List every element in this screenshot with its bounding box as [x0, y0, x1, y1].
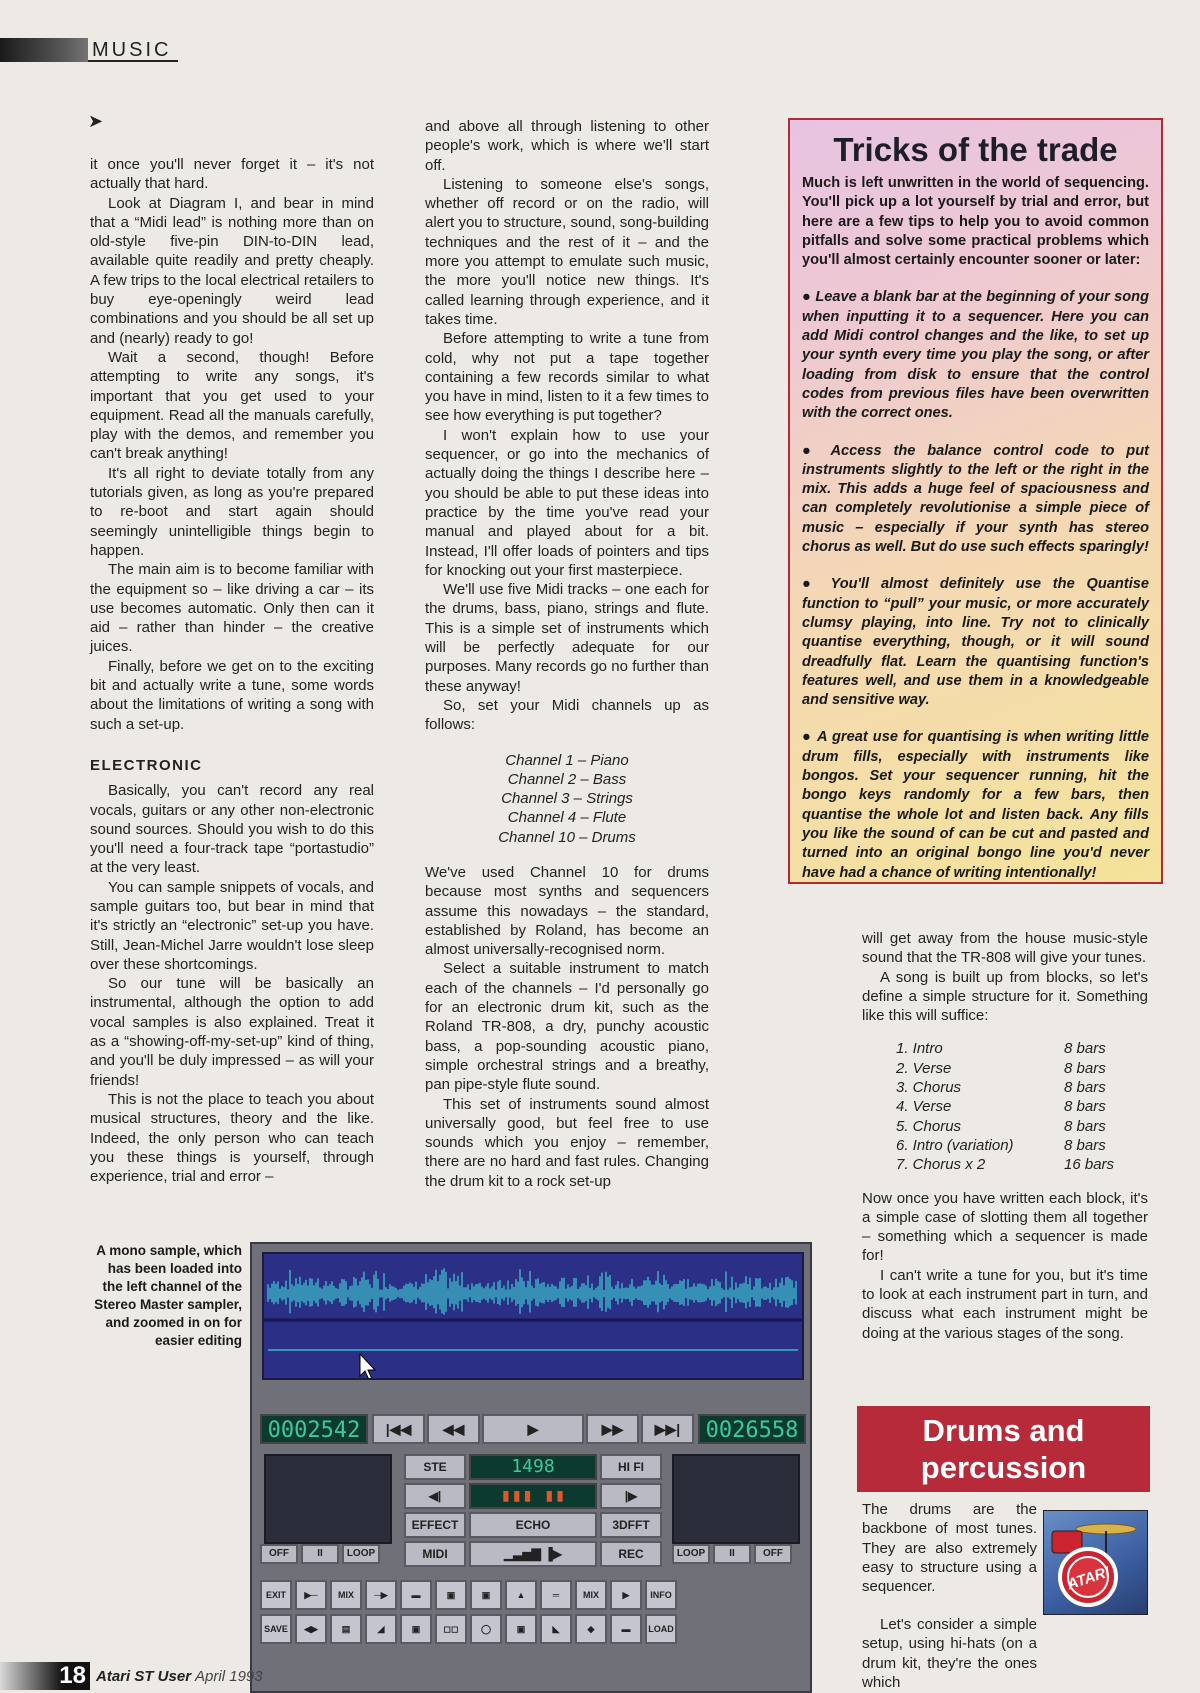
channel-item: Channel 3 – Strings [501, 790, 633, 808]
song-bars: 8 bars [1064, 1059, 1106, 1077]
transport-controls [372, 1414, 694, 1444]
song-row [896, 1059, 1148, 1078]
sample-rate-display: 1498 [469, 1454, 597, 1480]
off-button[interactable]: OFF [260, 1544, 298, 1564]
song-part: 4. Verse [896, 1098, 952, 1116]
channel-item: Channel 10 – Drums [498, 828, 636, 846]
section-heading: ELECTRONIC [90, 756, 203, 774]
song-row [896, 1136, 1148, 1155]
song-structure-list [896, 1039, 1148, 1174]
paragraph: and above all through listening to other people's work, which is where we'll start off. [425, 118, 709, 174]
tricks-sidebar [788, 118, 1163, 884]
page-footer [0, 1662, 270, 1690]
loop-button[interactable]: LOOP [342, 1544, 380, 1564]
right-channel-button[interactable]: |▶ [600, 1483, 662, 1509]
position-counter-right: 0026558 [698, 1414, 806, 1444]
rewind-button[interactable]: ◀◀ [427, 1414, 480, 1444]
tricks-title: Tricks of the trade [833, 131, 1118, 168]
tool-button[interactable]: ◀▶ [295, 1614, 327, 1644]
left-channel-button[interactable]: ◀| [404, 1483, 466, 1509]
ste-button[interactable]: STE [404, 1454, 466, 1480]
song-bars: 8 bars [1064, 1098, 1106, 1116]
drums-continuation [862, 1615, 1152, 1692]
page-number: 18 [0, 1662, 90, 1690]
left-loop-controls [260, 1544, 380, 1564]
toolbar-row-2 [260, 1614, 677, 1644]
paragraph: We've used Channel 10 for drums because most synths and sequencers assume this nowadays – the standard, established by Roland, has become an almost universally-recognised norm. [425, 863, 709, 959]
paragraph: will get away from the house music-style sound that the TR-808 will give your tunes. [862, 930, 1148, 967]
stereo-master-screenshot [250, 1242, 812, 1693]
right-loop-controls [672, 1544, 792, 1564]
midi-button[interactable]: MIDI [404, 1541, 466, 1567]
song-part: 5. Chorus [896, 1117, 962, 1135]
tool-button[interactable]: ◯ [470, 1614, 502, 1644]
song-row [896, 1117, 1148, 1136]
channel-item: Channel 4 – Flute [507, 809, 627, 827]
tip-item: ● Leave a blank bar at the beginning of your song when inputting it to a sequencer. Here you can add Midi control changes and the like, to set up your synth every time you play the song, or after loading from disk to ensure that the control codes from previous files have been overwritten with the correct ones. [802, 288, 1149, 423]
tool-button[interactable]: ▣ [435, 1580, 467, 1610]
paragraph: This is not the place to teach you about musical structures, theory and the like. Indeed, the only person who can teach you these things is yourself, through experience, trial and error – [90, 1090, 374, 1186]
paragraph: I can't write a tune for you, but it's time to look at each instrument part in turn, and discuss what each instrument might be doing at the various stages of the song. [862, 1266, 1148, 1342]
song-row [896, 1039, 1148, 1058]
tool-button[interactable]: ▶─ [295, 1580, 327, 1610]
paragraph: Basically, you can't record any real vocals, guitars or any other non-electronic sound sources. Should you wish to do this you'll need a four-track tape “portastudio” at the very least. [90, 782, 374, 877]
paragraph: Before attempting to write a tune from cold, why not put a tape together containing a few records similar to what you have in mind, listen to it a few times to see how everything is put together? [425, 330, 709, 425]
atari-drum-logo-icon [1043, 1510, 1148, 1615]
loop-button[interactable]: LOOP [672, 1544, 710, 1564]
paragraph: It's all right to deviate totally from any tutorials given, as long as you're prepared to re-boot and start again should seemingly unintelligible things begin to happen. [90, 464, 374, 559]
tip-item: ● A great use for quantising is when writing little drum fills, especially with instruments like bongos. Set your sequencer running, hit the bongo keys randomly for a few bars, then quantise the whole lot and listen back. Any fills you like the sound of can be cut and pasted and turned into an original bongo line you'd never have had a chance of writing intentionally! [802, 728, 1149, 882]
sampler-control-grid [404, 1454, 662, 1570]
waveform-icon [264, 1254, 802, 1378]
song-part: 3. Chorus [896, 1079, 962, 1097]
paragraph: Listening to someone else's songs, whether off record or on the radio, will alert you to structure, sound, song-building techniques and the rest of it – and the more you attempt to emulate such music, the more you'll notice new things. It's called learning through experience, and it takes time. [425, 175, 709, 328]
song-row [896, 1097, 1148, 1116]
left-meter-panel [264, 1454, 392, 1544]
paragraph: You can sample snippets of vocals, and sample guitars too, but bear in mind that it's strictly an “electronic” set-up you have. Still, Jean-Michel Jarre wouldn't lose sleep over these shortcomings. [90, 878, 374, 973]
drums-heading-line: Drums and [922, 1413, 1085, 1448]
play-button[interactable]: ▶ [482, 1414, 584, 1444]
rewind-start-button[interactable]: |◀◀ [372, 1414, 425, 1444]
paragraph: So our tune will be basically an instrumental, although the option to add vocal samples is also explained. Treat it as a “showing-off-my-set-up” kind of thing, and you'll be duly impressed – as will your friends! [90, 975, 374, 1089]
song-row [896, 1155, 1148, 1174]
level-meter-display: ▮▮▮ ▮▮ [469, 1483, 597, 1509]
paragraph: Now once you have written each block, it's a simple case of slotting them all together – something which a sequencer is made for! [862, 1189, 1148, 1265]
paragraph: Finally, before we get on to the exciting bit and actually write a tune, some words about the limitations of writing a song with such a set-up. [90, 657, 374, 733]
exit-button[interactable]: EXIT [260, 1580, 292, 1610]
record-button[interactable]: REC [600, 1541, 662, 1567]
channel-item: Channel 1 – Piano [505, 751, 629, 769]
load-button[interactable]: LOAD [645, 1614, 677, 1644]
paragraph: Let's consider a simple setup, using hi-hats (on a drum kit, they're the ones which [862, 1616, 1037, 1691]
paragraph: Select a suitable instrument to match each of the channels – I'd personally go for an electronic drum kit, such as the Roland TR-808, a dry, punchy acoustic bass, a pop-sounding acoustic piano, simple orchestral strings and a breathy, pan pipe-style flute sound. [425, 960, 709, 1094]
position-counter-left: 0002542 [260, 1414, 368, 1444]
paragraph: So, set your Midi channels up as follows: [425, 696, 709, 734]
tool-button[interactable]: ▬ [400, 1580, 432, 1610]
continue-arrow-icon: ➤ [88, 111, 104, 131]
paragraph: I won't explain how to use your sequencer, or go into the mechanics of actually doing the things I describe here – you should be able to put these ideas into practice by the time you've read your manual and played about for a bit. Instead, I'll offer loads of pointers and tips for knocking out your first masterpiece. [425, 426, 709, 579]
tool-button[interactable]: ◻◻ [435, 1614, 467, 1644]
drum-kit-icon [1044, 1511, 1147, 1614]
drums-heading [857, 1406, 1150, 1492]
song-bars: 16 bars [1064, 1156, 1115, 1174]
tool-button[interactable]: ▬ [610, 1614, 642, 1644]
column-2 [425, 117, 709, 1191]
song-bars: 8 bars [1064, 1040, 1106, 1058]
tip-item: ● Access the balance control code to put instruments slightly to the left or the right in the mix. This adds a huge feel of spaciousness and can completely revolutionise a simple piece of music – especially if your synth has stereo chorus as well. But do use such effects sparingly! [802, 442, 1149, 558]
section-label: MUSIC [88, 38, 178, 62]
tool-button[interactable]: ═ [540, 1580, 572, 1610]
fast-forward-button[interactable]: ▶▶ [586, 1414, 639, 1444]
echo-button[interactable]: ECHO [469, 1512, 597, 1538]
drums-text [862, 1500, 1037, 1691]
paragraph: it once you'll never forget it – it's not actually that hard. [90, 156, 374, 193]
right-meter-panel [672, 1454, 800, 1544]
song-part: 2. Verse [896, 1059, 952, 1077]
song-bars: 8 bars [1064, 1079, 1106, 1097]
atari-logo-text: ATARI [1065, 1563, 1112, 1594]
paragraph: Look at Diagram I, and bear in mind that a “Midi lead” is nothing more than on old-style five-pin DIN-to-DIN lead, available quite readily and pretty cheaply. A few trips to the local electrical retailers to buy eye-openingly weird lead combinations and you should be all set up and (nearly) ready to go! [90, 194, 374, 347]
column-1 [90, 155, 374, 1186]
pause-button[interactable]: II [301, 1544, 339, 1564]
drums-heading-line: percussion [920, 1450, 1087, 1485]
tool-button[interactable]: ▣ [400, 1614, 432, 1644]
channel-list [425, 751, 709, 847]
magazine-name: Atari ST User [96, 1667, 192, 1685]
tool-button[interactable]: ▶ [610, 1580, 642, 1610]
tool-button[interactable]: ◢ [365, 1614, 397, 1644]
waveform-display [262, 1252, 804, 1380]
song-part: 7. Chorus x 2 [896, 1156, 986, 1174]
song-bars: 8 bars [1064, 1117, 1106, 1135]
mix-button[interactable]: MIX [575, 1580, 607, 1610]
mix-button[interactable]: MIX [330, 1580, 362, 1610]
save-button[interactable]: SAVE [260, 1614, 292, 1644]
3dfft-button[interactable]: 3DFFT [600, 1512, 662, 1538]
column-3 [862, 929, 1148, 1343]
forward-end-button[interactable]: ▶▶| [641, 1414, 694, 1444]
song-part: 1. Intro [896, 1040, 943, 1058]
tool-button[interactable]: ▣ [470, 1580, 502, 1610]
tool-button[interactable]: ◆ [575, 1614, 607, 1644]
volume-bars-icon: ▁▃▅▇ ▐▶ [469, 1541, 597, 1567]
pause-button[interactable]: II [713, 1544, 751, 1564]
tool-button[interactable]: ▣ [505, 1614, 537, 1644]
tip-item: ● You'll almost definitely use the Quantise function to “pull” your music, or more accurately clumsy playing, into line. Try not to clinically quantise everything, though, or it will sound dreadfully flat. Learn the quantising function's features well, and use them in a knowledgeable and sensitive way. [802, 575, 1149, 710]
song-bars: 8 bars [1064, 1136, 1106, 1154]
tool-button[interactable]: ─▶ [365, 1580, 397, 1610]
song-row [896, 1078, 1148, 1097]
screenshot-caption: A mono sample, which has been loaded into the left channel of the Stereo Master sampler, and zoomed in on for easier editing [94, 1243, 242, 1348]
tool-button[interactable]: ▤ [330, 1614, 362, 1644]
song-part: 6. Intro (variation) [896, 1136, 1014, 1154]
tool-button[interactable]: ▲ [505, 1580, 537, 1610]
toolbar-row-1 [260, 1580, 677, 1610]
channel-item: Channel 2 – Bass [507, 770, 627, 788]
paragraph: The drums are the backbone of most tunes. They are also extremely easy to structure using a sequencer. [862, 1501, 1037, 1596]
paragraph: This set of instruments sound almost universally good, but feel free to use sounds which you enjoy – remember, there are no hard and fast rules. Changing the drum kit to a rock set-up [425, 1095, 709, 1190]
paragraph: Wait a second, though! Before attempting to write any songs, it's important that you get used to your equipment. Read all the manuals carefully, play with the demos, and remember you can't break anything! [90, 348, 374, 463]
mouse-pointer-icon [360, 1354, 375, 1378]
tool-button[interactable]: ◣ [540, 1614, 572, 1644]
paragraph: A song is built up from blocks, so let's define a simple structure for it. Something like this will suffice: [862, 968, 1148, 1025]
off-button[interactable]: OFF [754, 1544, 792, 1564]
info-button[interactable]: INFO [645, 1580, 677, 1610]
paragraph: The main aim is to become familiar with the equipment so – like driving a car – its use becomes automatic. Only then can it aid – rather than hinder – the creative juices. [90, 561, 374, 656]
effect-button[interactable]: EFFECT [404, 1512, 466, 1538]
paragraph: We'll use five Midi tracks – one each for the drums, bass, piano, strings and flute. This is a simple set of instruments which will be perfectly adequate for our purposes. Many records go no further than these anyway! [425, 581, 709, 695]
issue-date: April 1993 [195, 1667, 263, 1685]
hifi-button[interactable]: HI FI [600, 1454, 662, 1480]
tricks-intro: Much is left unwritten in the world of sequencing. You'll pick up a lot yourself by trial and error, but here are a few tips to help you to avoid common pitfalls and solve some practical problems which you'll almost certainly encounter sooner or later: [802, 175, 1149, 269]
